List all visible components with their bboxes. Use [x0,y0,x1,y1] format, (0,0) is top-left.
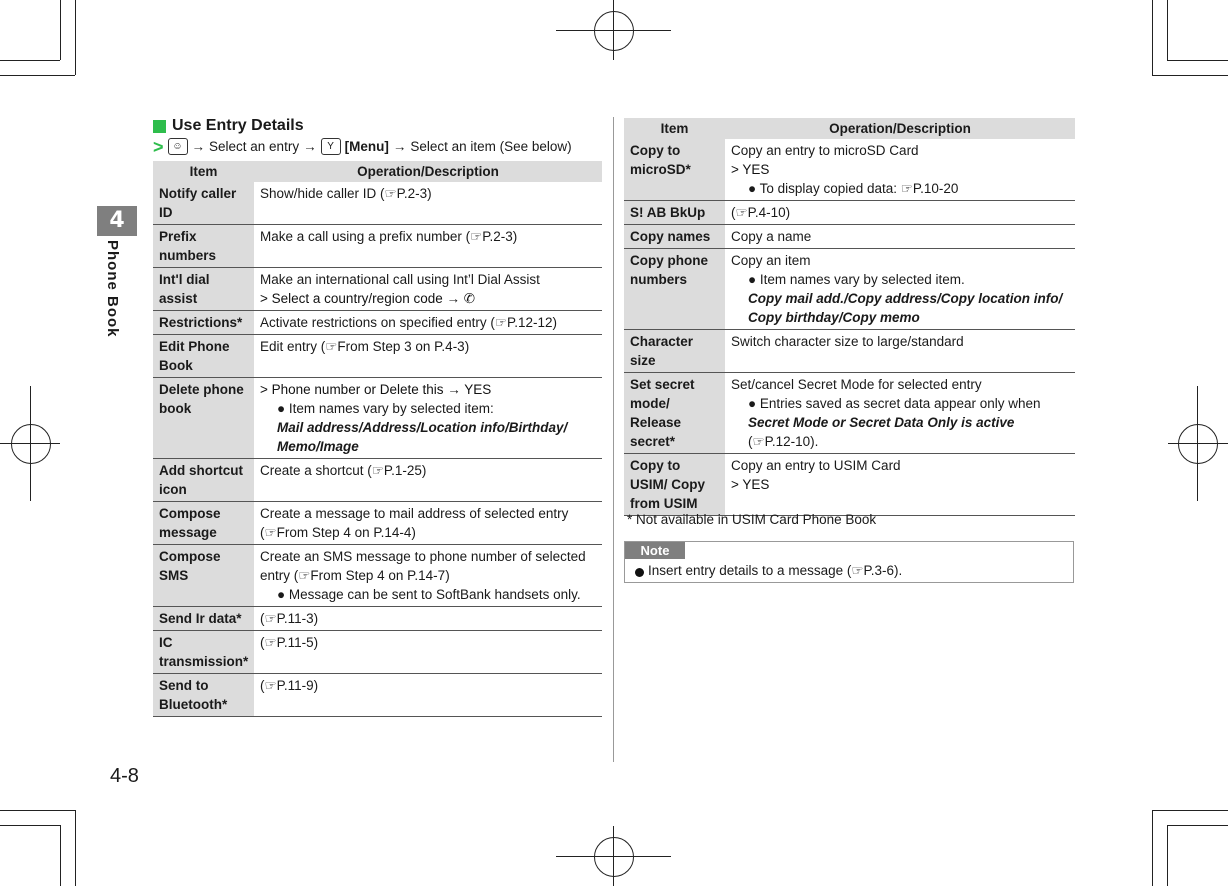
description-line: Show/hide caller ID (☞P.2-3) [260,186,432,201]
description-line: Set/cancel Secret Mode for selected entry [731,377,982,392]
header-desc: Operation/Description [725,118,1075,139]
description-line: Copy an item [731,253,811,268]
item-description [254,268,602,311]
item-name: Set secret mode/ Release secret* [624,373,725,454]
green-square-icon [153,120,166,133]
description-line: ● Message can be sent to SoftBank handsets only. [277,587,581,602]
arrow: → [191,139,206,154]
description-line: (☞P.4-10) [731,205,791,220]
table-row [624,225,1075,249]
arrow: → [392,139,407,154]
header-item: Item [624,118,725,139]
table-row [624,139,1075,201]
item-description [725,454,1075,516]
description-line: (☞From Step 4 on P.14-4) [260,525,416,540]
menu-label: [Menu] [344,139,389,154]
step-arrow-icon: > [153,136,164,157]
description-line: ● Item names vary by selected item: [277,401,494,416]
note-label: Note [625,542,685,559]
item-description [725,139,1075,201]
item-description [725,373,1075,454]
step-text: Select an entry [209,139,300,154]
table-row [153,378,602,459]
item-name: Copy to microSD* [624,139,725,201]
description-line: > YES [731,162,770,177]
item-description [725,201,1075,225]
item-description [254,182,602,225]
item-name: Compose SMS [153,545,254,607]
description-line: Mail address/Address/Location info/Birthday/ [277,420,568,435]
item-name: Int'l dial assist [153,268,254,311]
table-row [624,373,1075,454]
item-description [254,225,602,268]
table-row [153,268,602,311]
table-row [153,631,602,674]
left-table [153,161,602,717]
description-line: ● Entries saved as secret data appear only when [748,396,1041,411]
item-name: Restrictions* [153,311,254,335]
item-description [254,607,602,631]
description-line: Make a call using a prefix number (☞P.2-3) [260,229,518,244]
item-name: Copy names [624,225,725,249]
description-line: (☞P.11-3) [260,611,319,626]
table-row [624,454,1075,516]
item-name: Add shortcut icon [153,459,254,502]
description-line: Copy an entry to USIM Card [731,458,901,473]
item-description [254,459,602,502]
phonebook-key-icon: ☺ [168,138,188,155]
description-line: Switch character size to large/standard [731,334,964,349]
table-row [153,182,602,225]
item-description [254,311,602,335]
description-line: Edit entry (☞From Step 3 on P.4-3) [260,339,470,354]
step-text: Select an item (See below) [410,139,572,154]
navigation-steps [153,138,572,155]
column-divider [613,117,614,762]
menu-key-icon: Y [321,138,341,155]
item-name: Compose message [153,502,254,545]
item-name: Send to Bluetooth* [153,674,254,717]
description-line: Copy mail add./Copy address/Copy location info/ [748,291,1063,306]
item-name: IC transmission* [153,631,254,674]
table-row [153,311,602,335]
description-line: (☞P.11-9) [260,678,319,693]
description-line: Copy a name [731,229,812,244]
table-row [153,225,602,268]
section-title: Use Entry Details [172,117,304,134]
item-name: Copy to USIM/ Copy from USIM [624,454,725,516]
item-name: S! AB BkUp [624,201,725,225]
table-row [153,459,602,502]
table-row [153,335,602,378]
table-row [153,607,602,631]
note-text-row [631,563,902,579]
description-line: ● To display copied data: ☞P.10-20 [748,181,959,196]
note-text: Insert entry details to a message (☞P.3-6). [648,563,903,578]
description-line: (☞P.12-10). [748,434,819,449]
item-description [725,330,1075,373]
description-line: ● Item names vary by selected item. [748,272,965,287]
section-heading [153,117,304,135]
note-box [624,541,1074,583]
item-name: Notify caller ID [153,182,254,225]
description-line: > YES [731,477,770,492]
description-line: Copy birthday/Copy memo [748,310,920,325]
item-name: Copy phone numbers [624,249,725,330]
right-table [624,118,1075,516]
item-name: Prefix numbers [153,225,254,268]
chapter-number: 4 [97,206,137,236]
description-line: > Phone number or Delete this → YES [260,382,492,397]
arrow: → [303,139,317,154]
item-description [254,502,602,545]
item-description [725,225,1075,249]
chapter-title: Phone Book [104,240,121,338]
table-row [624,330,1075,373]
description-line: Create a shortcut (☞P.1-25) [260,463,427,478]
item-description [254,378,602,459]
header-desc: Operation/Description [254,161,602,182]
description-line: Secret Mode or Secret Data Only is active [748,415,1015,430]
item-description [254,631,602,674]
item-description [254,674,602,717]
description-line: entry (☞From Step 4 on P.14-7) [260,568,450,583]
table-row [624,201,1075,225]
item-description [725,249,1075,330]
table-row [153,674,602,717]
item-name: Delete phone book [153,378,254,459]
table-row [624,249,1075,330]
item-name: Edit Phone Book [153,335,254,378]
item-description [254,545,602,607]
description-line: Create a message to mail address of selected entry [260,506,569,521]
description-line: Copy an entry to microSD Card [731,143,919,158]
description-line: Memo/Image [277,439,359,454]
bullet-icon [635,568,644,577]
item-name: Character size [624,330,725,373]
description-line: Activate restrictions on specified entry (☞P.12-12) [260,315,557,330]
item-name: Send Ir data* [153,607,254,631]
item-description [254,335,602,378]
page-number: 4-8 [110,765,139,787]
description-line: > Select a country/region code → ✆ [260,291,476,306]
description-line: Create an SMS message to phone number of selected [260,549,586,564]
table-row [153,545,602,607]
description-line: Make an international call using Int’l Dial Assist [260,272,540,287]
description-line: (☞P.11-5) [260,635,319,650]
table-row [153,502,602,545]
footnote: * Not available in USIM Card Phone Book [627,512,877,527]
header-item: Item [153,161,254,182]
